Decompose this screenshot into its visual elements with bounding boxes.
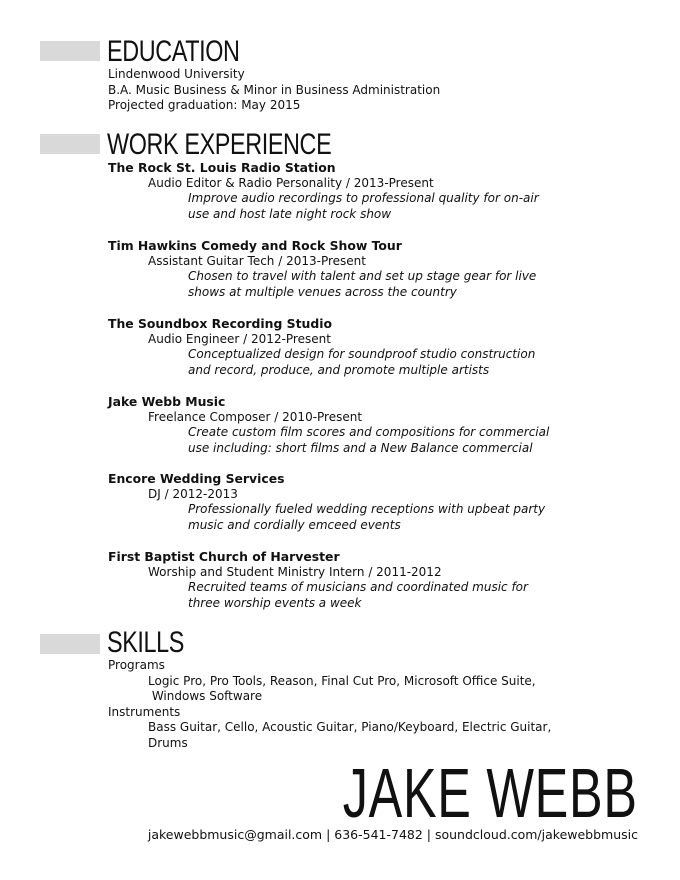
job-description-line: use and host late night rock show (188, 206, 392, 221)
job-description-line: Chosen to travel with talent and set up stage gear for live (188, 269, 537, 284)
skills-programs-line: Windows Software (148, 689, 263, 704)
skills-instruments-line: Bass Guitar, Cello, Acoustic Guitar, Piano/Keyboard, Electric Guitar, (148, 720, 552, 735)
job-description-line: shows at multiple venues across the country (188, 284, 457, 299)
education-school: Lindenwood University (108, 67, 245, 81)
job-description-line: Conceptualized design for soundproof studio construction (188, 347, 536, 362)
skills-heading: SKILLS (107, 626, 185, 659)
job-company: First Baptist Church of Harvester (108, 549, 340, 564)
skills-heading-bar (40, 634, 100, 654)
skills-instruments-line: Drums (148, 735, 188, 750)
job-entry (108, 160, 648, 222)
job-entry (108, 238, 648, 300)
skills-programs-label: Programs (108, 658, 165, 672)
education-graduation: Projected graduation: May 2015 (108, 98, 301, 113)
job-description-line: use including: short films and a New Balance commercial (188, 440, 533, 455)
job-company: Jake Webb Music (108, 394, 226, 409)
skills-programs-line: Logic Pro, Pro Tools, Reason, Final Cut Pro, Microsoft Office Suite, (148, 673, 536, 688)
job-entry (108, 549, 648, 611)
applicant-name: JAKE WEBB (343, 754, 638, 832)
education-degree: B.A. Music Business & Minor in Business Administration (108, 82, 441, 97)
job-role: DJ / 2012-2013 (148, 486, 238, 501)
job-description-line: Professionally fueled wedding receptions with upbeat party (188, 502, 546, 517)
job-role: Freelance Composer / 2010-Present (148, 409, 363, 424)
work-heading-bar (40, 134, 100, 154)
education-block (108, 67, 648, 114)
job-company: Tim Hawkins Comedy and Rock Show Tour (108, 238, 402, 253)
job-role: Assistant Guitar Tech / 2013-Present (148, 253, 366, 268)
education-heading: EDUCATION (107, 35, 240, 68)
job-description-line: music and cordially emceed events (188, 517, 401, 532)
job-entry (108, 316, 648, 378)
job-role: Worship and Student Ministry Intern / 2011-2012 (148, 564, 442, 579)
education-heading-bar (40, 41, 100, 61)
job-company: The Rock St. Louis Radio Station (108, 160, 336, 175)
job-entry (108, 394, 648, 456)
job-entry (108, 471, 648, 533)
job-description-line: Improve audio recordings to professional quality for on-air (188, 191, 539, 206)
job-description-line: Create custom film scores and compositions for commercial (188, 425, 550, 440)
job-company: Encore Wedding Services (108, 471, 285, 486)
job-role: Audio Engineer / 2012-Present (148, 331, 331, 346)
job-description-line: Recruited teams of musicians and coordinated music for (188, 580, 528, 595)
job-role: Audio Editor & Radio Personality / 2013-Present (148, 175, 434, 190)
job-company: The Soundbox Recording Studio (108, 316, 332, 331)
job-description-line: three worship events a week (188, 595, 362, 610)
job-description-line: and record, produce, and promote multiple artists (188, 362, 490, 377)
skills-instruments-label: Instruments (108, 704, 181, 719)
contact-info: jakewebbmusic@gmail.com | 636-541-7482 | soundcloud.com/jakewebbmusic (147, 827, 638, 842)
skills-block (108, 658, 648, 752)
work-heading: WORK EXPERIENCE (107, 128, 332, 161)
